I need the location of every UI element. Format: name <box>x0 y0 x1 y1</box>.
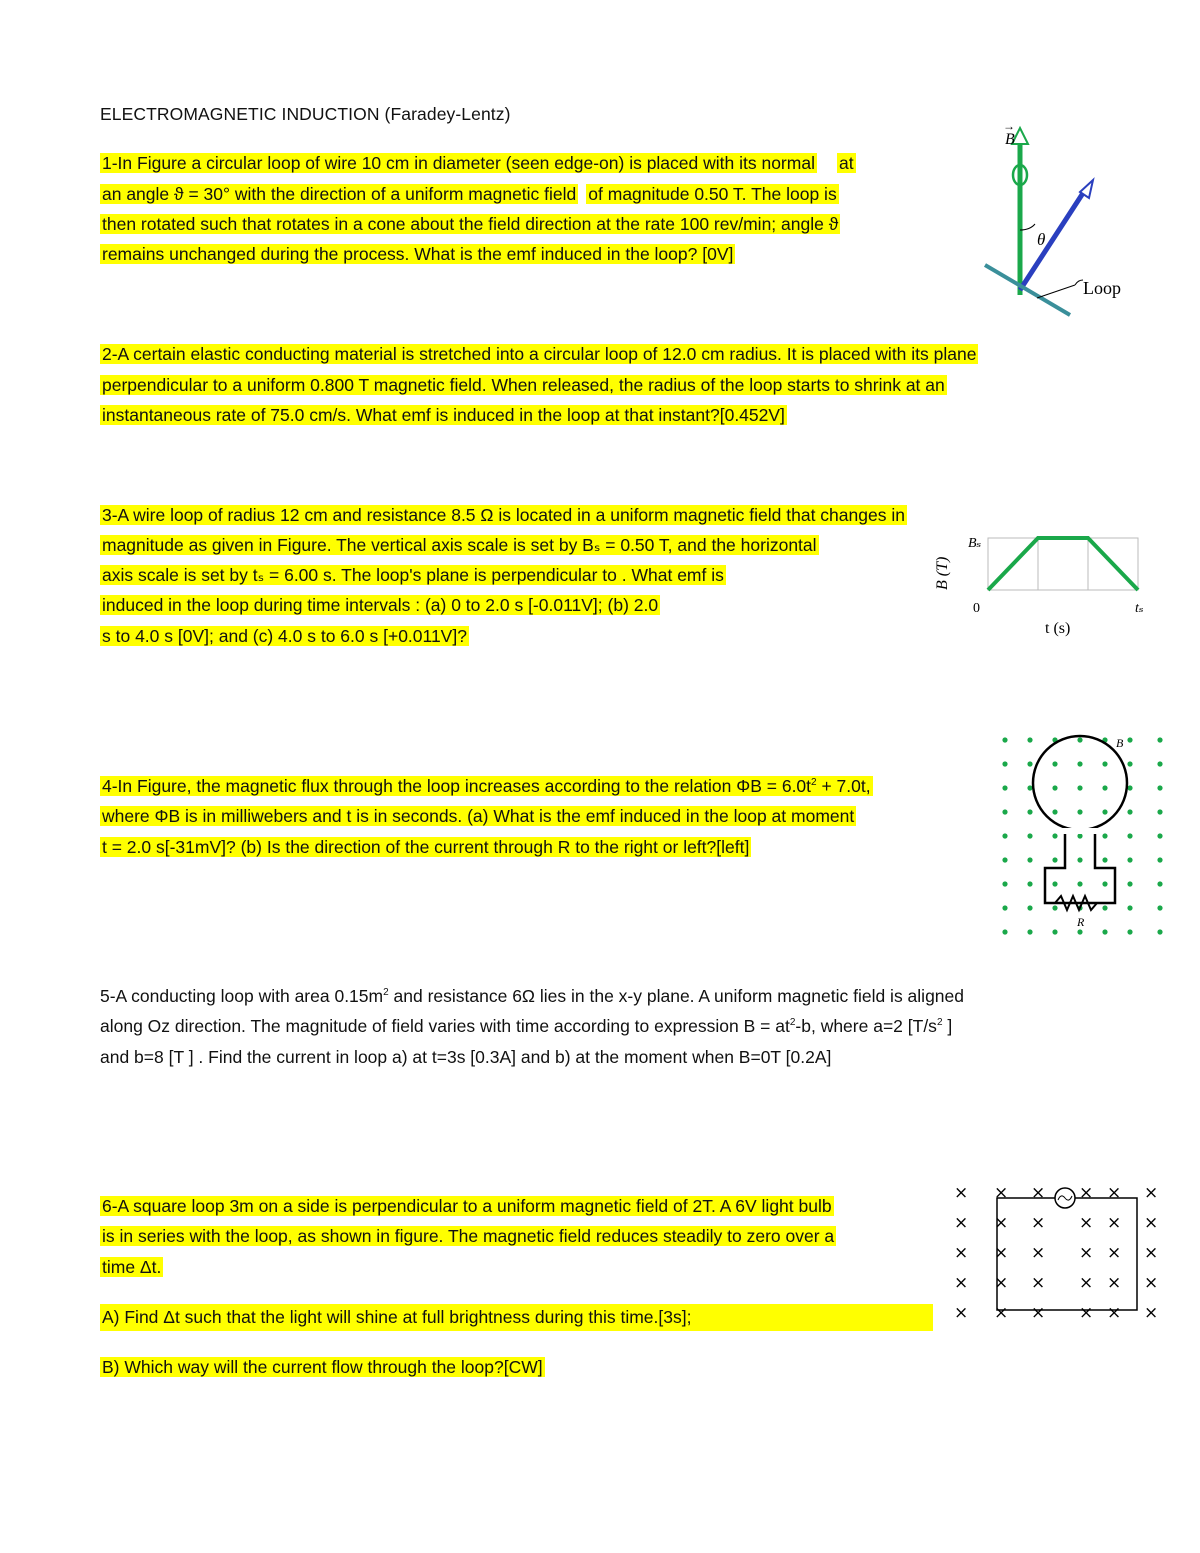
field-dot <box>1102 833 1107 838</box>
field-cross: × <box>1031 1243 1046 1263</box>
field-dot <box>1002 881 1007 886</box>
field-cross: × <box>1107 1273 1122 1293</box>
field-dot <box>1077 809 1082 814</box>
field-dot <box>1052 785 1057 790</box>
field-dot <box>1102 881 1107 886</box>
p5-line2: along Oz direction. The magnitude of field varies with time according to expression $B = at^2-b$, where a=2 [$T/s^2$ ] <box>100 1016 953 1036</box>
field-dot <box>1127 761 1132 766</box>
field-dot <box>1027 881 1032 886</box>
field-dot <box>1127 857 1132 862</box>
field-cross: × <box>1031 1303 1046 1323</box>
field-dot <box>1127 785 1132 790</box>
normal-vector-arrow <box>1020 190 1085 290</box>
field-dot <box>1157 905 1162 910</box>
theta-label: θ <box>1037 230 1046 249</box>
field-dot <box>1102 857 1107 862</box>
field-cross: × <box>1079 1243 1094 1263</box>
field-dot <box>1157 857 1162 862</box>
p1-line4: remains unchanged during the process. What is the emf induced in the loop? [0V] <box>102 244 734 264</box>
p6-line1: 6-A square loop 3m on a side is perpendicular to a uniform magnetic field of 2T. A 6V light bulb <box>102 1196 832 1216</box>
field-dot <box>1027 929 1032 934</box>
p6-part-b: B) Which way will the current flow through the loop?[CW] <box>102 1357 543 1377</box>
field-dot <box>1027 833 1032 838</box>
p5-line1: 5-A conducting loop with area $0.15m^2$ and resistance 6Ω lies in the x-y plane. A uniform magnetic field is aligned <box>100 986 964 1006</box>
field-dot <box>1002 761 1007 766</box>
p1-line3: then rotated such that rotates in a cone about the field direction at the rate 100 rev/min; angle ϑ <box>102 214 839 234</box>
field-dot <box>1157 785 1162 790</box>
p6-part-a: A) Find Δt such that the light will shine at full brightness during this time.[3s]; <box>100 1304 933 1331</box>
graph-b-curve <box>988 538 1138 590</box>
field-dot <box>1077 881 1082 886</box>
field-dot <box>1157 929 1162 934</box>
field-dot <box>1077 929 1082 934</box>
field-dot <box>1002 905 1007 910</box>
p4-line1: 4-In Figure, the magnetic flux through the loop increases according to the relation $\Phi B = 6.0t^2 + 7.0t$, <box>102 776 871 796</box>
field-cross: × <box>1144 1273 1159 1293</box>
field-dot <box>1052 809 1057 814</box>
field-dot <box>1027 737 1032 742</box>
field-dot <box>1157 809 1162 814</box>
field-dot <box>1127 809 1132 814</box>
loop-label: Loop <box>1083 278 1121 298</box>
loop-edge <box>985 265 1070 315</box>
field-dot <box>1002 857 1007 862</box>
field-cross: × <box>1107 1183 1122 1203</box>
field-dot <box>1102 905 1107 910</box>
b-field-label: B <box>1116 736 1124 750</box>
field-cross: × <box>994 1243 1009 1263</box>
field-dot <box>1157 761 1162 766</box>
field-dot <box>1102 809 1107 814</box>
p4-line2: where ΦB is in milliwebers and t is in seconds. (a) What is the emf induced in the loop at moment <box>102 806 855 826</box>
field-cross: × <box>1144 1183 1159 1203</box>
field-cross: × <box>954 1243 969 1263</box>
graph-ts-label: tₛ <box>1135 601 1144 616</box>
field-dot <box>1052 929 1057 934</box>
field-dot <box>1027 857 1032 862</box>
graph-bs-label: Bₛ <box>968 536 982 551</box>
p3-line2: magnitude as given in Figure. The vertical axis scale is set by Bₛ = 0.50 T, and the horizontal <box>102 535 817 555</box>
field-cross: × <box>1144 1213 1159 1233</box>
field-cross: × <box>994 1183 1009 1203</box>
field-dot <box>1002 737 1007 742</box>
field-dot <box>1127 929 1132 934</box>
field-dot <box>1052 881 1057 886</box>
field-dot <box>1027 905 1032 910</box>
p5-line3: and b=8 [T ] . Find the current in loop a) at t=3s [0.3A] and b) at the moment when B=0T [0.2A] <box>100 1047 832 1067</box>
graph-x-label: t (s) <box>1045 620 1071 637</box>
field-dot <box>1077 761 1082 766</box>
field-cross: × <box>1079 1183 1094 1203</box>
field-dot <box>1157 833 1162 838</box>
field-cross: × <box>1031 1213 1046 1233</box>
p4-line3: t = 2.0 s[-31mV]? (b) Is the direction of the current through R to the right or left?[left] <box>102 837 750 857</box>
field-dot <box>1102 929 1107 934</box>
field-cross: × <box>954 1273 969 1293</box>
field-cross: × <box>1144 1303 1159 1323</box>
p1-line2: an angle ϑ = 30° with the direction of a uniform magnetic field of magnitude 0.50 T. The loop is <box>102 184 837 204</box>
field-dot <box>1102 761 1107 766</box>
field-cross: × <box>994 1303 1009 1323</box>
field-cross: × <box>1107 1213 1122 1233</box>
field-cross: × <box>1079 1303 1094 1323</box>
field-dot <box>1027 785 1032 790</box>
circular-loop <box>1033 736 1127 830</box>
graph-y-label: B (T) <box>934 556 951 590</box>
p3-line4: induced in the loop during time intervals : (a) 0 to 2.0 s [-0.011V]; (b) 2.0 <box>102 595 659 615</box>
field-dot <box>1157 737 1162 742</box>
field-cross: × <box>1079 1213 1094 1233</box>
p2-line2: perpendicular to a uniform 0.800 T magnetic field. When released, the radius of the loop starts to shrink at an <box>102 375 945 395</box>
svg-text:→: → <box>1003 119 1015 133</box>
p2-line3: instantaneous rate of 75.0 cm/s. What emf is induced in the loop at that instant?[0.452V] <box>102 405 785 425</box>
field-dot <box>1077 737 1082 742</box>
field-dot <box>1127 737 1132 742</box>
field-dot <box>1027 809 1032 814</box>
field-cross: × <box>994 1213 1009 1233</box>
field-cross: × <box>1079 1273 1094 1293</box>
field-dot <box>1127 881 1132 886</box>
p1-line1: 1-In Figure a circular loop of wire 10 cm in diameter (seen edge-on) is placed with its normal at <box>102 153 854 173</box>
p3-line5: s to 4.0 s [0V]; and (c) 4.0 s to 6.0 s [+0.011V]? <box>102 626 467 646</box>
p6-line3: time Δt. <box>102 1257 162 1277</box>
field-dot <box>1077 857 1082 862</box>
field-cross: × <box>1107 1303 1122 1323</box>
figure-square-loop-bulb <box>945 1180 1165 1330</box>
figure-loop-with-resistor <box>995 728 1170 933</box>
figure-rotating-loop <box>975 120 1145 325</box>
field-cross: × <box>1031 1183 1046 1203</box>
document-title: ELECTROMAGNETIC INDUCTION (Faradey-Lentz) <box>100 104 511 124</box>
p3-line3: axis scale is set by tₛ = 6.00 s. The loop's plane is perpendicular to . What emf is <box>102 565 724 585</box>
field-cross: × <box>954 1213 969 1233</box>
field-dot <box>1052 857 1057 862</box>
field-dot <box>1002 785 1007 790</box>
field-dot <box>1157 881 1162 886</box>
field-dot <box>1127 905 1132 910</box>
loop-leads <box>1045 828 1115 903</box>
figure-b-vs-t-graph <box>920 525 1160 645</box>
field-dot <box>1002 833 1007 838</box>
field-dot <box>1077 833 1082 838</box>
field-cross: × <box>1107 1243 1122 1263</box>
field-dot <box>1102 785 1107 790</box>
field-dot <box>1002 929 1007 934</box>
field-dot <box>1127 833 1132 838</box>
field-cross: × <box>1031 1273 1046 1293</box>
p6-line2: is in series with the loop, as shown in figure. The magnetic field reduces steadily to zero over a <box>102 1226 835 1246</box>
field-dot <box>1002 809 1007 814</box>
field-dot <box>1052 833 1057 838</box>
field-dot <box>1052 905 1057 910</box>
b-field-label: B <box>1005 131 1015 148</box>
field-cross: × <box>994 1273 1009 1293</box>
field-cross: × <box>954 1183 969 1203</box>
p2-line1: 2-A certain elastic conducting material is stretched into a circular loop of 12.0 cm radius. It is placed with its plane <box>102 344 977 364</box>
field-cross: × <box>954 1303 969 1323</box>
field-dot <box>1077 785 1082 790</box>
field-dot <box>1027 761 1032 766</box>
p3-line1: 3-A wire loop of radius 12 cm and resistance 8.5 Ω is located in a uniform magnetic field that changes in <box>102 505 905 525</box>
field-dot <box>1052 761 1057 766</box>
field-cross: × <box>1144 1243 1159 1263</box>
graph-origin-label: 0 <box>973 601 980 616</box>
resistor-label: R <box>1077 915 1085 929</box>
